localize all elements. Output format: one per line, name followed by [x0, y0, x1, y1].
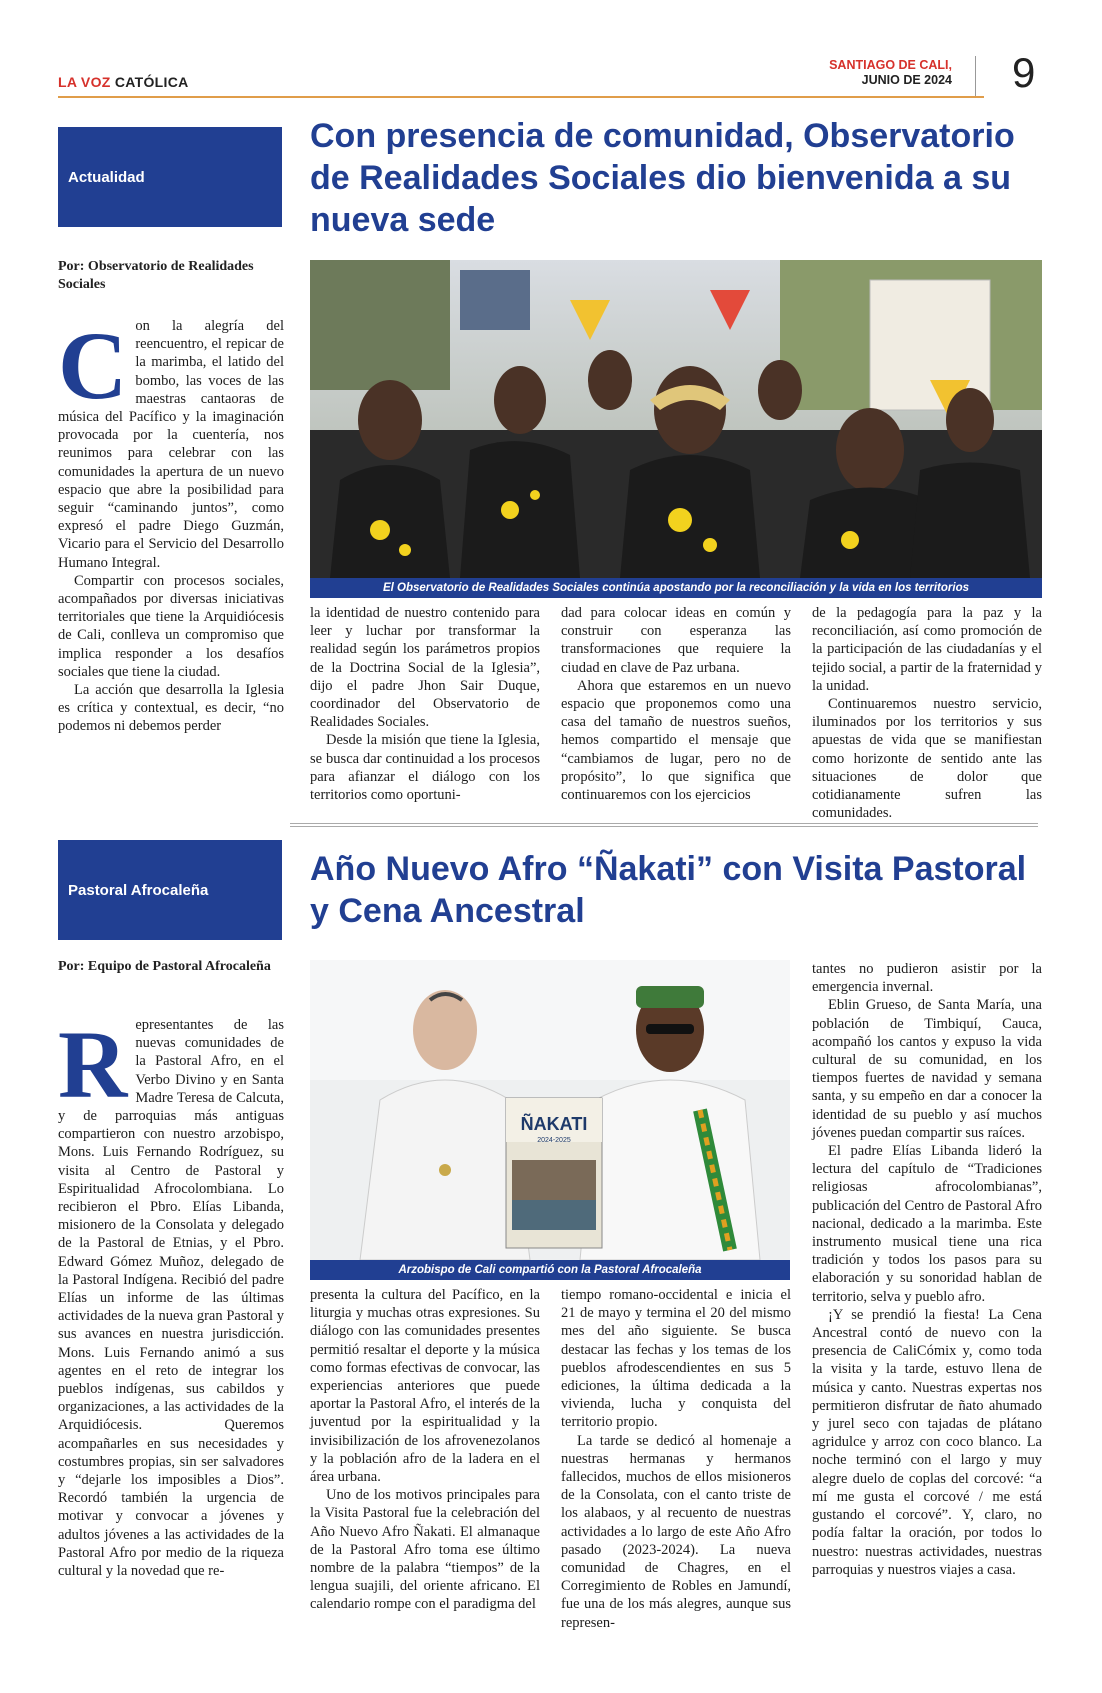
page-number: 9: [1012, 49, 1036, 96]
article1-dropcap: C: [58, 312, 128, 419]
article1-column-2: [310, 604, 540, 804]
article1-col1-para-3: La acción que desarrolla la Iglesia es crítica y contextual, es decir, “no podemos ni debemos perder: [58, 682, 284, 735]
article2-dropcap: R: [58, 1011, 128, 1118]
article1-photo-caption: El Observatorio de Realidades Sociales continúa apostando por la reconciliación y la vida en los territorios: [310, 578, 1042, 598]
article2-photo: [310, 960, 790, 1260]
poster-years: 2024-2025: [537, 1137, 571, 1144]
article-divider: [290, 823, 1038, 827]
article2-col4-para-4: ¡Y se prendió la fiesta! La Cena Ancestral contó de nuevo con la presencia de CaliCómix y, como toda la visita y la tarde, estuvo llena de música y canto. Nuestras expertas nos permitieron disfrutar de ñato ahumado y jurel seco con tajadas de plátano agridulce y arroz con coco blanco. La noche terminó con el largo y muy alegre duelo de coplas del corcové: “a mí me gusta el corcové / me está gustando el corcové”. Y, claro, no podía faltar la oración, por todos lo nuestro: nuestras actividades, nuestras parroquias y nuestros viajes a casa.: [812, 1306, 1042, 1578]
article1-col3-para-2: Ahora que estaremos en un nuevo espacio que proponemos como una casa del tamaño de nuestros sueños, hemos compartido el mensaje que “cambiamos de lugar, pero no de propósito”, lo que significa que continuaremos con los ejercicios: [561, 677, 791, 804]
section-label-actualidad: Actualidad: [58, 127, 282, 227]
article1-col2-para-2: Desde la misión que tiene la Iglesia, se busca dar continuidad a los procesos para afianzar el diálogo con los territorios como oportuni-: [310, 732, 540, 804]
issue-info: [829, 58, 952, 88]
article2-headline: Año Nuevo Afro “Ñakati” con Visita Pastoral y Cena Ancestral: [310, 850, 1027, 930]
issue-city: SANTIAGO DE CALI,: [829, 58, 952, 72]
article2-byline: Por: Equipo de Pastoral Afrocaleña: [58, 959, 271, 974]
article2-col3-para-1: tiempo romano-occidental e inicia el 21 de mayo y termina el 20 del mismo mes del año siguiente. Se busca destacar las fechas y los temas de los pueblos afrodescendientes en sus 5 ediciones, la última dedicada a la vivienda, lucha y conquista del territorio propio.: [561, 1287, 791, 1431]
article2-col3-para-2: La tarde se dedicó al homenaje a nuestras hermanas y hermanos fallecidos, muchos de ellos misioneros de la Consolata, con el canto triste de los alabaos, y al recuento de nuestras actividades a lo largo de este Año Afro pasado (2023-2024). La nueva comunidad de Chagres, en el Corregimiento de Robles en Jamundí, fue una de los más alegres, aunque sus represen-: [561, 1432, 791, 1631]
article1-col4-para-2: Continuaremos nuestro servicio, iluminados por los territorios y sus apuestas de vida que se manifiestan como horizonte de sentido ante las situaciones de dolor que cotidianamente sufren las comunidades.: [812, 696, 1042, 822]
article1-photo: [310, 260, 1042, 578]
article1-headline: Con presencia de comunidad, Observatorio de Realidades Sociales dio bienvenida a su nueva sede: [310, 117, 1015, 239]
article1-col3-para-1: dad para colocar ideas en común y construir con esperanza las transformaciones que requiere la ciudad en clave de Paz urbana.: [561, 605, 791, 676]
article2-col1-para-1: Representantes de las nuevas comunidades de la Pastoral Afro, en el Verbo Divino y en Santa Madre Teresa de Calcuta, y de parroquias más antiguas compartieron con nuestro arzobispo, Mons. Luis Fernando Rodríguez, su visita al Centro de Pastoral y Espiritualidad Afrocolombiana. Lo recibieron el Pbro. Elías Libanda, misionero de la Consolata y delegado de la Pastoral de Etnias, y el Pbro. Edward Gómez Muñoz, delegado de la Pastoral Indígena. Recibió del padre Elías un informe de las últimas actividades de la nueva gran Pastoral y sus avances en nuestra jurisdicción. Mons. Luis Fernando animó a sus agentes en el reto de integrar los pueblos indígenas, sus cabildos y organizaciones, a las actividades de la Arquidiócesis. Queremos acompañarles en sus necesidades y costumbres propias, sin ser salvadores y “dejarle los imposibles a Dios”. Recordó también la urgencia de motivar y convocar a jóvenes y adultos jóvenes a las actividades de la Pastoral Afro por medio de la riqueza cultural y la novedad que re-: [58, 1011, 284, 1580]
article1-col2-para-1: la identidad de nuestro contenido para leer y luchar por transformar la realidad según los parámetros propios de la Doctrina Social de la Iglesia”, dijo el padre Jhon Sair Duque, coordinador del Observatorio de Realidades Sociales.: [310, 605, 540, 731]
article1-column-4: [812, 604, 1042, 822]
article2-column-3: [561, 1286, 791, 1632]
header-rule: [58, 96, 984, 98]
article2-col2-para-2: Uno de los motivos principales para la Visita Pastoral fue la celebración del Año Nuevo Afro Ñakati. El almanaque de la Pastoral Afro toma ese último nombre de la palabra “tiempos” de la lengua suajili, del oriente africano. El calendario rompe con el paradigma del: [310, 1487, 540, 1613]
article1-column-1: [58, 312, 284, 736]
publication-name: [58, 74, 189, 90]
section-label-pastoral-afrocalena: Pastoral Afrocaleña: [58, 840, 282, 940]
article2-col4-para-2: Eblin Grueso, de Santa María, una población de Timbiquí, Cauca, acompañó los cantos y expuso la vida cultural de su comunidad, en los tiempos fuertes de navidad y semana santa, y su empeño en dar a conocer la identidad de su pueblo y así muchos jóvenes puedan compartir sus raíces.: [812, 997, 1042, 1141]
header-divider: [975, 56, 976, 98]
archbishop-photo-illustration: [310, 960, 790, 1260]
article2-column-4: [812, 960, 1042, 1579]
brand-part1: LA VOZ: [58, 74, 111, 90]
article1-byline: Por: Observatorio de Realidades Sociales: [58, 259, 254, 292]
community-photo-illustration: [310, 260, 1042, 578]
article2-column-1: [58, 1011, 284, 1580]
article1-col1-para-1: Con la alegría del reencuentro, el repicar de la marimba, el latido del bombo, las voces de las maestras cantaoras de música del Pacífico y la imaginación provocada por la cuentería, nos reunimos para celebrar con las comunidades la apertura de un nuevo espacio que abre la posibilidad para seguir “caminando juntos”, como expresó el padre Diego Guzmán, Vicario para el Servicio del Desarrollo Humano Integral.: [58, 312, 284, 571]
article2-photo-caption: Arzobispo de Cali compartió con la Pastoral Afrocaleña: [310, 1260, 790, 1280]
article1-col1-para-2: Compartir con procesos sociales, acompañados por diversas iniciativas territoriales que tiene la Arquidiócesis de Cali, conlleva un compromiso que implica responder a los desafíos sociales que tiene la ciudad.: [58, 572, 284, 680]
article2-col4-para-3: El padre Elías Libanda lideró la lectura del capítulo de “Tradiciones religiosas afrocolombianas”, publicación del Centro de Pastoral Afro nacional, dedicado a la marimba. Este instrumento musical tiene una rica tradición y todos los pasos para su elaboración y su sonoridad hablan de territorio, selva y pueblo afro.: [812, 1143, 1042, 1305]
article2-col4-para-1: tantes no pudieron asistir por la emergencia invernal.: [812, 961, 1042, 996]
brand-part2: CATÓLICA: [114, 74, 189, 90]
article1-column-3: [561, 604, 791, 804]
poster-title: ÑAKATI: [520, 1114, 588, 1134]
article2-column-2: [310, 1286, 540, 1614]
article1-col4-para-1: de la pedagogía para la paz y la reconciliación, así como promoción de la participación de las ciudadanías y el tejido social, a partir de la fraternidad y la unidad.: [812, 605, 1042, 694]
issue-date: JUNIO DE 2024: [861, 73, 952, 87]
article2-col2-para-1: presenta la cultura del Pacífico, en la liturgia y muchas otras expresiones. Su diálogo con las comunidades presentes permitió resaltar el deporte y la música como formas efectivas de convocar, las experiencias anteriores que puede aportar la Pastoral Afro, el interés de la juventud por la espiritualidad y la invisibilización de los afrovenezolanos y la población afro de la ladera en el área urbana.: [310, 1287, 540, 1486]
